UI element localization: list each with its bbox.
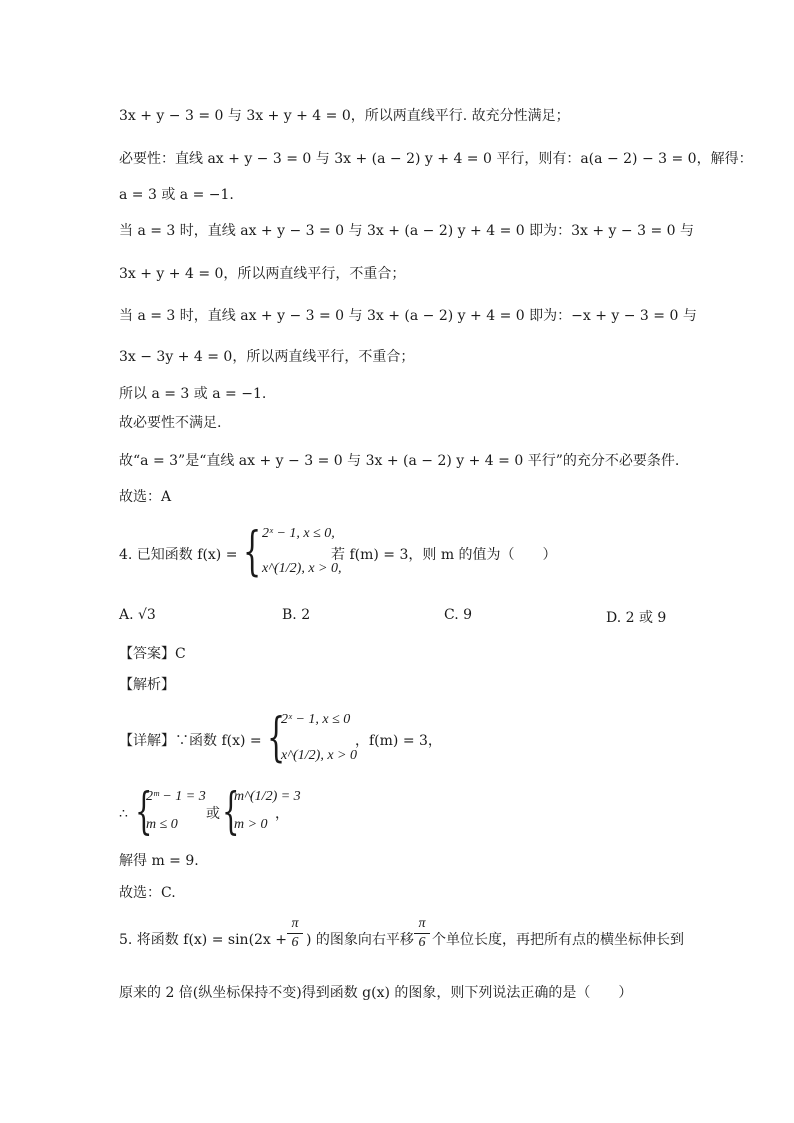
- fraction-denominator: 6: [291, 935, 299, 950]
- q4-prefix: 4. 已知函数 f(x) =: [119, 547, 238, 563]
- system-1-eq-2: m ≤ 0: [146, 817, 178, 832]
- solution-line-11: 故选：A: [119, 489, 172, 505]
- solution-line-4: 当 a = 3 时，直线 ax + y − 3 = 0 与 3x + (a − 2) y + 4 = 0 即为：3x + y − 3 = 0 与: [119, 223, 694, 239]
- q4-solve-line: 解得 m = 9.: [119, 853, 199, 869]
- q4-detail-brace: {: [267, 708, 286, 768]
- or-text: 或: [206, 806, 220, 822]
- system-2-brace: {: [222, 782, 240, 840]
- fraction-numerator: π: [291, 916, 299, 931]
- solution-line-3: a = 3 或 a = −1.: [119, 187, 234, 203]
- system-2-eq-2: m > 0: [234, 817, 268, 832]
- solution-line-6: 当 a = 3 时，直线 ax + y − 3 = 0 与 3x + (a − 2) y + 4 = 0 即为：−x + y − 3 = 0 与: [119, 308, 697, 324]
- q4-case-2: x^(1/2), x > 0,: [262, 561, 342, 576]
- q5-line-2: 原来的 2 倍(纵坐标保持不变)得到函数 g(x) 的图象，则下列说法正确的是（ ）: [119, 985, 633, 1001]
- fraction-denominator: 6: [418, 935, 426, 950]
- fraction-bar: [287, 933, 303, 934]
- solution-line-8: 所以 a = 3 或 a = −1.: [119, 386, 267, 402]
- solution-line-10: 故“a = 3”是“直线 ax + y − 3 = 0 与 3x + (a − 2) y + 4 = 0 平行”的充分不必要条件.: [119, 453, 680, 469]
- q4-analysis-label: 【解析】: [119, 677, 175, 693]
- q5-line-1-end: 个单位长度，再把所有点的横坐标伸长到: [432, 932, 684, 948]
- q4-detail-case-2: x^(1/2), x > 0: [281, 748, 357, 763]
- q5-line-1-middle: ) 的图象向右平移: [306, 932, 414, 948]
- therefore-symbol: ∴: [119, 806, 128, 822]
- solution-line-1: 3x + y − 3 = 0 与 3x + y + 4 = 0，所以两直线平行. 故充分性满足；: [119, 108, 570, 124]
- q4-suffix: 若 f(m) = 3，则 m 的值为（ ）: [331, 547, 557, 563]
- q4-option-c: C. 9: [444, 607, 473, 623]
- system-2-eq-1: m^(1/2) = 3: [234, 789, 301, 804]
- q4-option-b: B. 2: [282, 607, 311, 623]
- q4-answer: 【答案】C: [119, 646, 186, 662]
- q4-detail-prefix: 【详解】∵函数 f(x) =: [119, 733, 262, 749]
- system-1-brace: {: [135, 782, 153, 840]
- q4-case-1: 2ˣ − 1, x ≤ 0,: [262, 526, 335, 541]
- q5-line-1-start: 5. 将函数 f(x) = sin(2x +: [119, 932, 288, 948]
- system-end-comma: ，: [275, 806, 289, 822]
- q4-detail-case-1: 2ˣ − 1, x ≤ 0: [281, 712, 351, 727]
- system-1-eq-1: 2ᵐ − 1 = 3: [146, 789, 206, 804]
- q4-brace: {: [243, 522, 262, 582]
- fraction-bar: [414, 933, 430, 934]
- q4-detail-suffix: ，f(m) = 3，: [355, 733, 442, 749]
- solution-line-9: 故必要性不满足.: [119, 415, 222, 431]
- pi-over-6-fraction-1: [287, 916, 303, 951]
- q4-choose-line: 故选：C.: [119, 885, 176, 901]
- solution-line-7: 3x − 3y + 4 = 0，所以两直线平行，不重合；: [119, 349, 415, 365]
- pi-over-6-fraction-2: [414, 916, 430, 951]
- solution-line-5: 3x + y + 4 = 0，所以两直线平行，不重合；: [119, 266, 406, 282]
- q4-option-d: D. 2 或 9: [606, 610, 667, 626]
- fraction-numerator: π: [418, 916, 426, 931]
- solution-line-2: 必要性：直线 ax + y − 3 = 0 与 3x + (a − 2) y + 4 = 0 平行，则有：a(a − 2) − 3 = 0，解得：: [119, 151, 753, 167]
- q4-option-a: A. √3: [119, 607, 156, 623]
